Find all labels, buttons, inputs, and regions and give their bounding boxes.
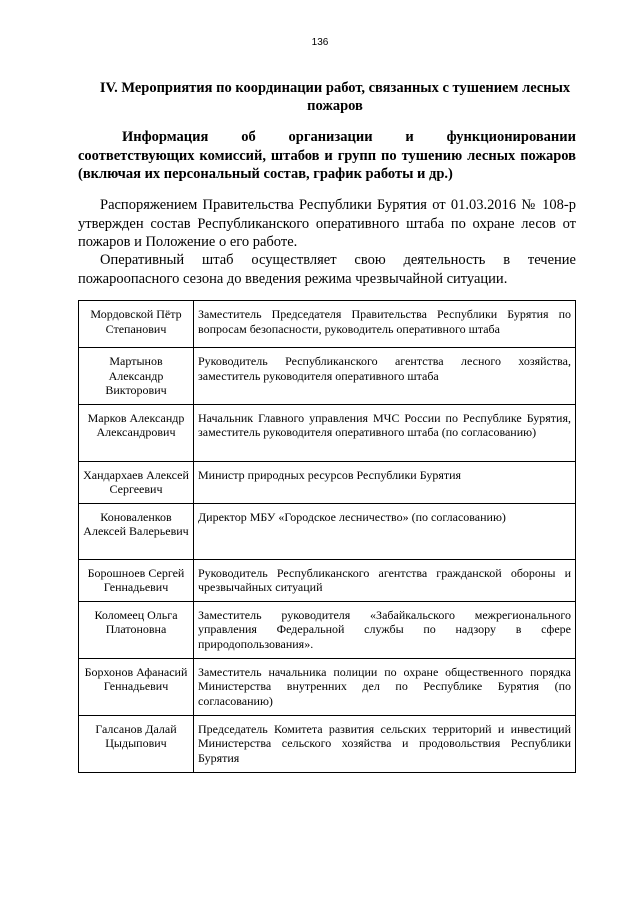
section-title: IV. Мероприятия по координации работ, связанных с тушением лесных пожаров (99, 80, 571, 114)
staff-role: Председатель Комитета развития сельских территорий и инвестиций Министерства сельского хозяйства и продовольствия Республики Бурятия (194, 715, 576, 772)
staff-role: Начальник Главного управления МЧС России по Республике Бурятия, заместитель руководителя оперативного штаба (по согласованию) (194, 404, 576, 461)
table-row (79, 658, 576, 715)
staff-role: Руководитель Республиканского агентства лесного хозяйства, заместитель руководителя оперативного штаба (194, 348, 576, 405)
table-row (79, 404, 576, 461)
staff-name: Хандархаев Алексей Сергеевич (79, 461, 194, 503)
staff-name: Борошноев Сергей Геннадьевич (79, 559, 194, 601)
staff-role: Заместитель руководителя «Забайкальского межрегионального управления Федеральной службы по надзору в сфере природопользования». (194, 601, 576, 658)
staff-role: Заместитель начальника полиции по охране общественного порядка Министерства внутренних дел по Республике Бурятия (по согласованию) (194, 658, 576, 715)
staff-name: Коломеец Ольга Платоновна (79, 601, 194, 658)
table-row (79, 461, 576, 503)
table-row (79, 348, 576, 405)
staff-role: Директор МБУ «Городское лесничество» (по согласованию) (194, 503, 576, 559)
table-row (79, 559, 576, 601)
staff-name: Борхонов Афанасий Геннадьевич (79, 658, 194, 715)
table-row (79, 601, 576, 658)
staff-role: Министр природных ресурсов Республики Бурятия (194, 461, 576, 503)
staff-role: Руководитель Республиканского агентства гражданской обороны и чрезвычайных ситуаций (194, 559, 576, 601)
table-row (79, 301, 576, 348)
staff-role: Заместитель Председателя Правительства Республики Бурятия по вопросам безопасности, руководитель оперативного штаба (194, 301, 576, 348)
staff-name: Мартынов Александр Викторович (79, 348, 194, 405)
table-row (79, 503, 576, 559)
staff-name: Мордовской Пётр Степанович (79, 301, 194, 348)
staff-name: Галсанов Далай Цыдыпович (79, 715, 194, 772)
staff-name: Коноваленков Алексей Валерьевич (79, 503, 194, 559)
paragraph-decree: Распоряжением Правительства Республики Бурятия от 01.03.2016 № 108-р утвержден состав Республиканского оперативного штаба по охране лесов от пожаров и Положение о его работе. (78, 197, 576, 250)
table-row (79, 715, 576, 772)
paragraph-operations: Оперативный штаб осуществляет свою деятельность в течение пожароопасного сезона до введения режима чрезвычайной ситуации. (78, 252, 576, 287)
page-number: 136 (311, 37, 329, 48)
subsection-title: Информация об организации и функционировании соответствующих комиссий, штабов и групп по тушению лесных пожаров (включая их персональный состав, график работы и др.) (78, 129, 576, 182)
staff-table (78, 300, 576, 773)
staff-name: Марков Александр Александрович (79, 404, 194, 461)
